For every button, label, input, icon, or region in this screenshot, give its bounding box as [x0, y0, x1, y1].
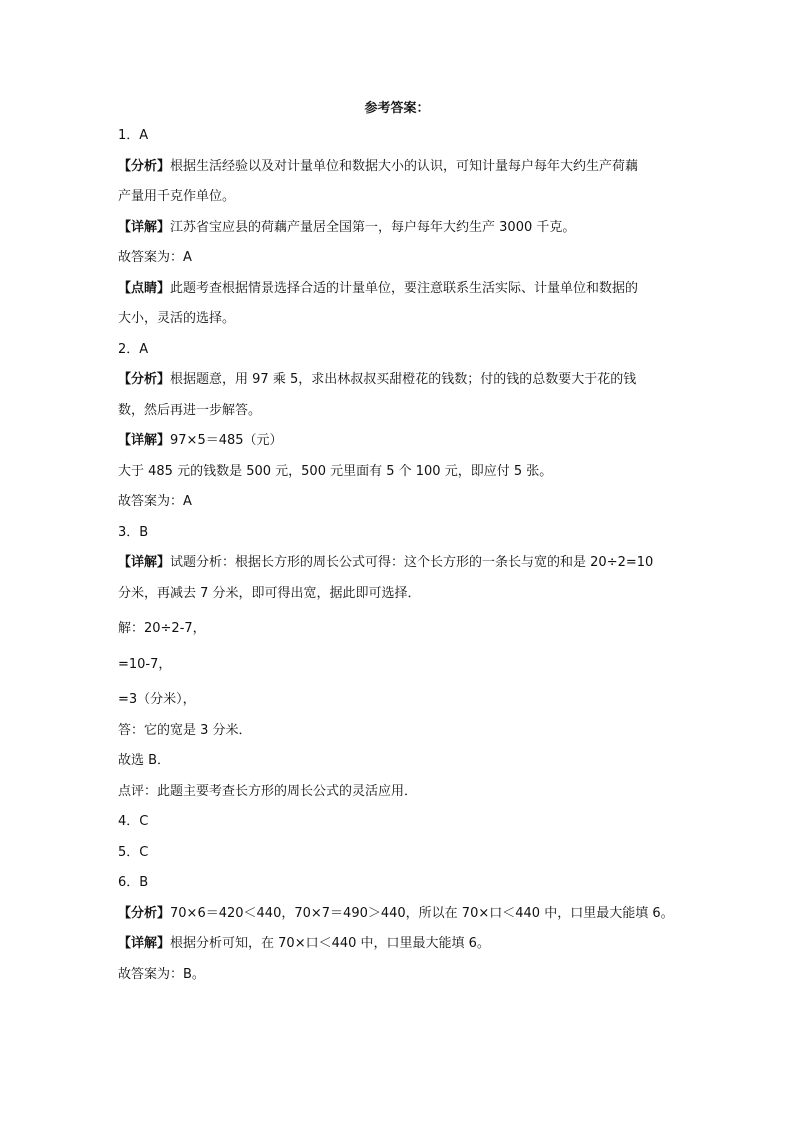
answer-1-analysis-cont: 产量用千克作单位。 [118, 189, 236, 204]
answer-3-detail [118, 548, 678, 579]
answer-1-header: 1．A [118, 128, 149, 143]
answer-4-header: 4．C [118, 814, 149, 829]
answer-3-answer: 答：它的宽是 3 分米． [118, 722, 252, 738]
detail-text: 97×5＝485（元） [170, 433, 283, 448]
answer-3-header: 3．B [118, 524, 149, 540]
detail-text: 江苏省宝应县的荷藕产量居全国第一，每户每年大约生产 3000 千克。 [170, 219, 576, 235]
answer-5-header: 5．C [118, 844, 149, 860]
answer-content [118, 121, 678, 990]
answer-3-solution: 解：20÷2-7， [118, 621, 206, 636]
answer-3-detail-cont: 分米，再减去 7 分米，即可得出宽，据此即可选择． [118, 585, 421, 601]
analysis-tag: 【分析】 [118, 905, 171, 921]
answer-2-analysis-cont: 数，然后再进一步解答。 [118, 402, 262, 418]
answer-1-result: 故答案为：A [118, 250, 192, 265]
answer-3-review: 点评：此题主要考查长方形的周长公式的灵活应用． [118, 783, 418, 799]
answer-2-detail [118, 426, 678, 457]
answer-2-analysis [118, 365, 678, 396]
answer-1-comment-cont: 大小，灵活的选择。 [118, 311, 236, 326]
answer-6-header: 6．B [118, 875, 149, 890]
detail-tag: 【详解】 [118, 433, 171, 448]
comment-text: 此题考查根据情景选择合适的计量单位，要注意联系生活实际、计量单位和数据的 [170, 280, 639, 296]
analysis-text: 根据生活经验以及对计量单位和数据大小的认识，可知计量每户每年大约生产荷藕 [170, 158, 639, 174]
answer-1-analysis [118, 152, 678, 183]
answer-6-result: 故答案为：B。 [118, 966, 205, 982]
answer-1-comment [118, 274, 678, 305]
analysis-tag: 【分析】 [118, 372, 171, 387]
detail-tag: 【详解】 [118, 936, 171, 951]
answer-3-step-1: =10-7， [118, 656, 172, 672]
detail-tag: 【详解】 [118, 555, 171, 570]
answer-6-detail [118, 929, 678, 960]
page-title: 参考答案： [364, 101, 430, 116]
answer-2-detail-cont: 大于 485 元的钱数是 500 元，500 元里面有 5 个 100 元，即应付 5 张。 [118, 463, 553, 479]
detail-text: 根据分析可知，在 70×口＜440 中，口里最大能填 6。 [170, 936, 490, 951]
detail-text: 试题分析：根据长方形的周长公式可得：这个长方形的一条长与宽的和是 20÷2=10 [170, 555, 654, 570]
analysis-tag: 【分析】 [118, 158, 171, 174]
answer-2-result: 故答案为：A [118, 494, 192, 509]
answer-6-analysis [118, 899, 678, 930]
answer-1-detail [118, 213, 678, 244]
comment-tag: 【点睛】 [118, 280, 171, 296]
answer-3-step-2: =3（分米）， [118, 692, 196, 707]
analysis-text: 70×6＝420＜440，70×7＝490＞440，所以在 70×口＜440 中，口里最大能填 6。 [170, 905, 674, 921]
answer-3-choice: 故选 B． [118, 753, 171, 768]
analysis-text: 根据题意，用 97 乘 5，求出林叔叔买甜橙花的钱数；付的钱的总数要大于花的钱 [170, 372, 637, 387]
detail-tag: 【详解】 [118, 219, 171, 235]
answer-2-header: 2．A [118, 341, 149, 357]
